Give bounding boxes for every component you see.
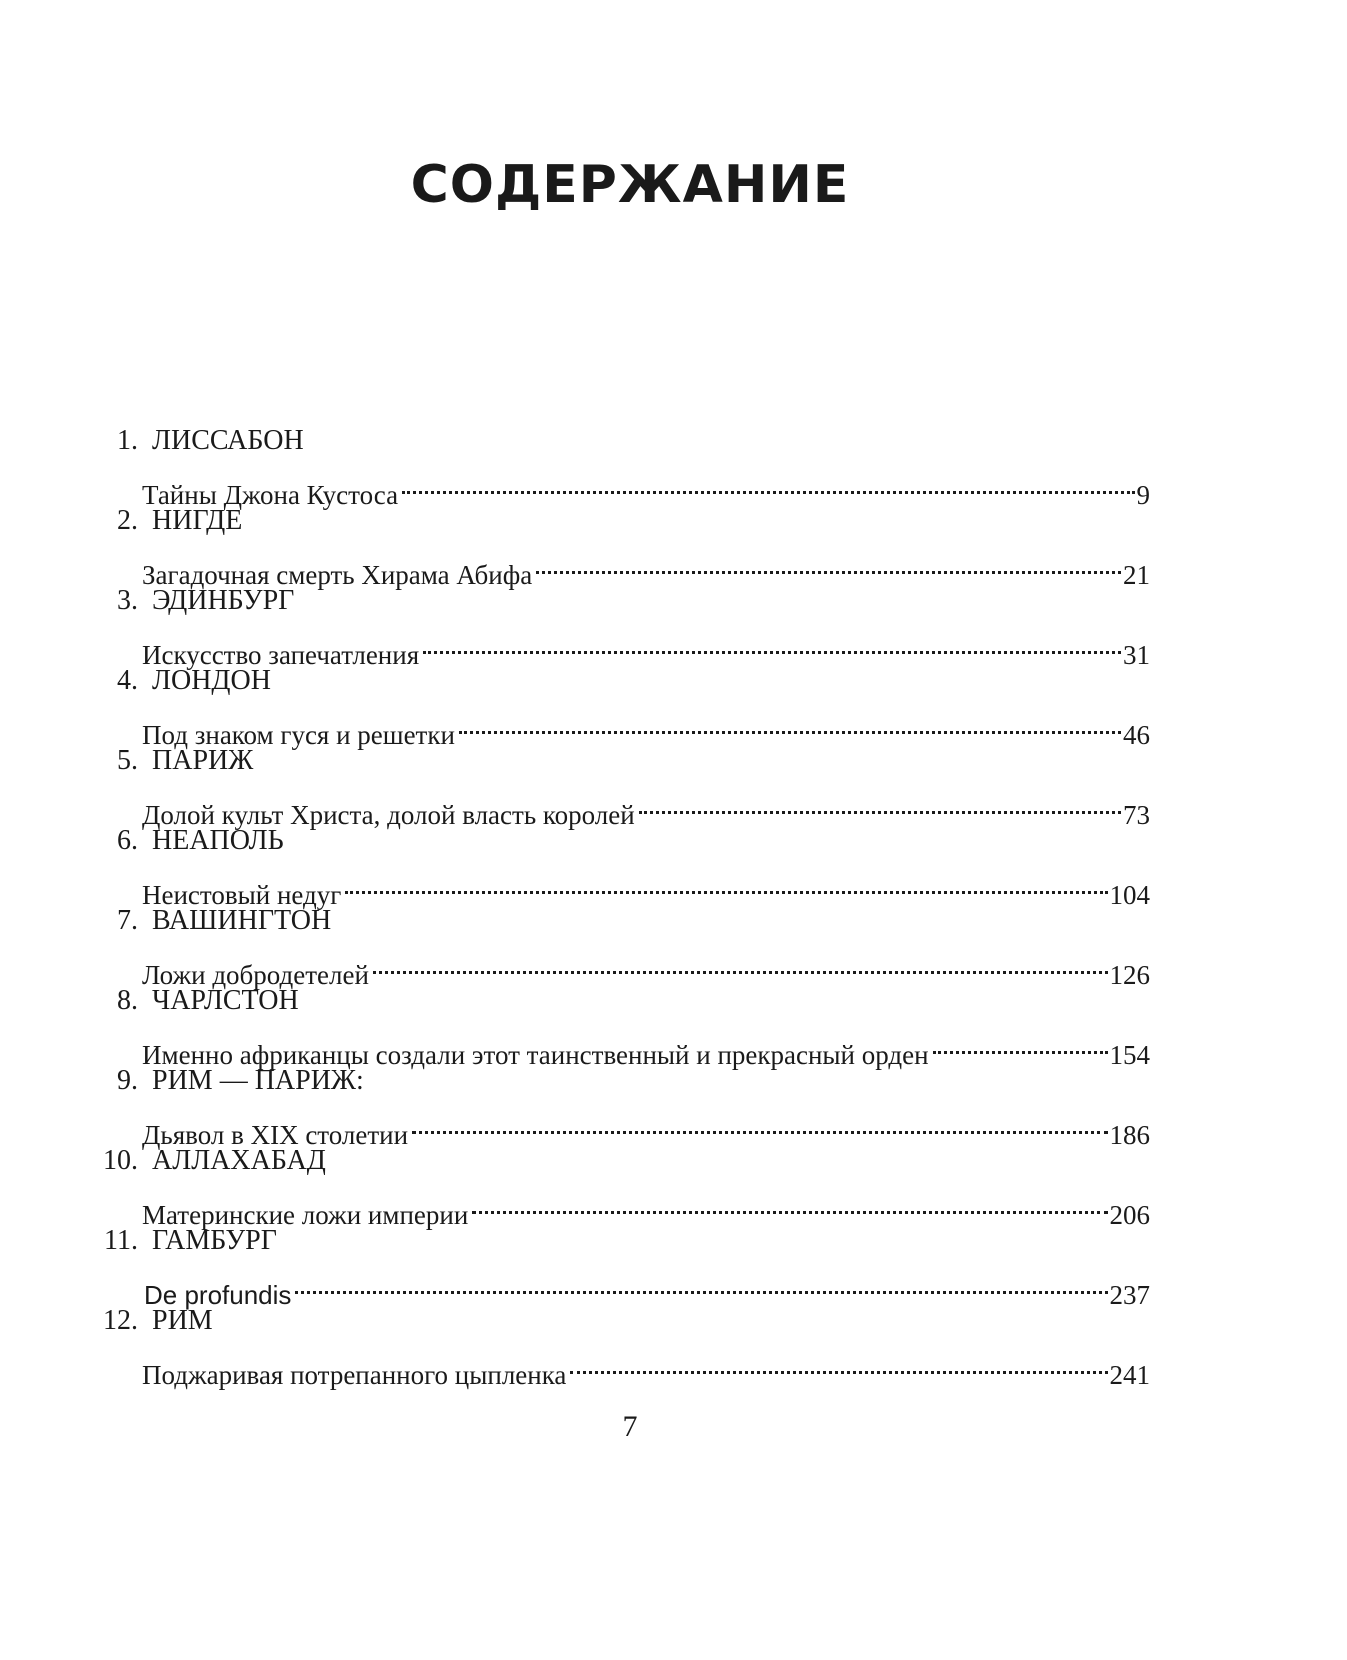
chapter-city: ЧАРЛСТОН	[152, 985, 299, 1016]
chapter-subtitle: Загадочная смерть Хирама Абифа	[142, 560, 533, 590]
chapter-subtitle: Тайны Джона Кустоса	[142, 480, 399, 510]
chapter-line	[90, 1220, 1150, 1262]
dot-leader	[472, 1182, 1107, 1224]
page-number: 31	[1123, 640, 1150, 670]
page-number: 73	[1123, 800, 1150, 830]
chapter-line	[90, 1140, 1150, 1182]
page-title: СОДЕРЖАНИЕ	[410, 155, 850, 215]
toc-entry	[90, 660, 1150, 750]
chapter-subtitle: Материнские ложи империи	[142, 1200, 469, 1230]
dot-leader	[536, 542, 1121, 584]
chapter-subtitle-line	[90, 622, 1150, 670]
toc-entry	[90, 740, 1150, 830]
chapter-city: ПАРИЖ	[152, 745, 254, 776]
chapter-city: НЕАПОЛЬ	[152, 825, 284, 856]
dot-leader	[423, 622, 1121, 664]
chapter-number: 1.	[117, 425, 138, 456]
chapter-number: 3.	[117, 585, 138, 616]
chapter-line	[90, 660, 1150, 702]
chapter-subtitle-line	[90, 1182, 1150, 1230]
page-number: 206	[1109, 1200, 1150, 1230]
chapter-number: 12.	[103, 1305, 138, 1336]
chapter-number: 9.	[117, 1065, 138, 1096]
chapter-subtitle: Неистовый недуг	[142, 880, 342, 910]
dot-leader	[933, 1022, 1108, 1064]
dot-leader	[412, 1102, 1107, 1144]
chapter-number: 7.	[117, 905, 138, 936]
chapter-subtitle-line	[90, 542, 1150, 590]
chapter-line	[90, 580, 1150, 622]
chapter-subtitle: Поджаривая потрепанного цыпленка	[142, 1360, 567, 1390]
chapter-subtitle-line	[90, 702, 1150, 750]
chapter-city: ГАМБУРГ	[152, 1225, 277, 1256]
chapter-subtitle: Долой культ Христа, долой власть королей	[142, 800, 635, 830]
chapter-city: НИГДЕ	[152, 505, 243, 536]
chapter-city: АЛЛАХАБАД	[152, 1145, 326, 1176]
chapter-number: 8.	[117, 985, 138, 1016]
chapter-subtitle: Ложи добродетелей	[142, 960, 369, 990]
chapter-number: 11.	[104, 1225, 138, 1256]
page-number: 9	[1136, 480, 1150, 510]
chapter-city: ЛОНДОН	[152, 665, 271, 696]
chapter-line	[90, 980, 1150, 1022]
page-number: 154	[1109, 1040, 1150, 1070]
chapter-city: ЛИССАБОН	[152, 425, 304, 456]
chapter-line	[90, 900, 1150, 942]
dot-leader	[345, 862, 1107, 904]
chapter-city: РИМ — ПАРИЖ:	[152, 1065, 364, 1096]
toc-entry	[90, 580, 1150, 670]
page-number: 186	[1109, 1120, 1150, 1150]
table-of-contents	[90, 420, 1150, 1390]
page-number: 104	[1109, 880, 1150, 910]
chapter-number: 5.	[117, 745, 138, 776]
toc-entry	[90, 1220, 1150, 1310]
chapter-subtitle-line	[90, 862, 1150, 910]
chapter-subtitle: De profundis	[144, 1280, 292, 1310]
chapter-subtitle-line	[90, 1262, 1150, 1310]
dot-leader	[402, 462, 1134, 504]
page-number: 46	[1123, 720, 1150, 750]
chapter-subtitle: Дьявол в XIX столетии	[142, 1120, 409, 1150]
dot-leader	[373, 942, 1108, 984]
chapter-city: ВАШИНГТОН	[152, 905, 332, 936]
toc-entry	[90, 900, 1150, 990]
chapter-line	[90, 420, 1150, 462]
chapter-number: 10.	[103, 1145, 138, 1176]
chapter-subtitle-line	[90, 1102, 1150, 1150]
toc-entry	[90, 980, 1150, 1070]
dot-leader	[570, 1342, 1107, 1384]
dot-leader	[295, 1262, 1107, 1304]
chapter-number: 2.	[117, 505, 138, 536]
chapter-subtitle-line	[90, 1022, 1150, 1070]
chapter-line	[90, 740, 1150, 782]
page-number: 21	[1123, 560, 1150, 590]
page-number: 241	[1109, 1360, 1150, 1390]
chapter-city: РИМ	[152, 1305, 213, 1336]
chapter-subtitle-line	[90, 462, 1150, 510]
chapter-number: 6.	[117, 825, 138, 856]
chapter-city: ЭДИНБУРГ	[152, 585, 295, 616]
chapter-subtitle-line	[90, 1342, 1150, 1390]
dot-leader	[459, 702, 1121, 744]
chapter-subtitle: Искусство запечатления	[142, 640, 420, 670]
toc-entry	[90, 1140, 1150, 1230]
page-folio: 7	[622, 1410, 638, 1443]
chapter-subtitle-line	[90, 942, 1150, 990]
chapter-number: 4.	[117, 665, 138, 696]
toc-entry	[90, 420, 1150, 510]
dot-leader	[639, 782, 1121, 824]
chapter-subtitle: Под знаком гуся и решетки	[142, 720, 455, 750]
page-number: 237	[1109, 1280, 1150, 1310]
page-number: 126	[1109, 960, 1150, 990]
chapter-subtitle: Именно африканцы создали этот таинственный и прекрасный орден	[142, 1040, 929, 1070]
chapter-subtitle-line	[90, 782, 1150, 830]
